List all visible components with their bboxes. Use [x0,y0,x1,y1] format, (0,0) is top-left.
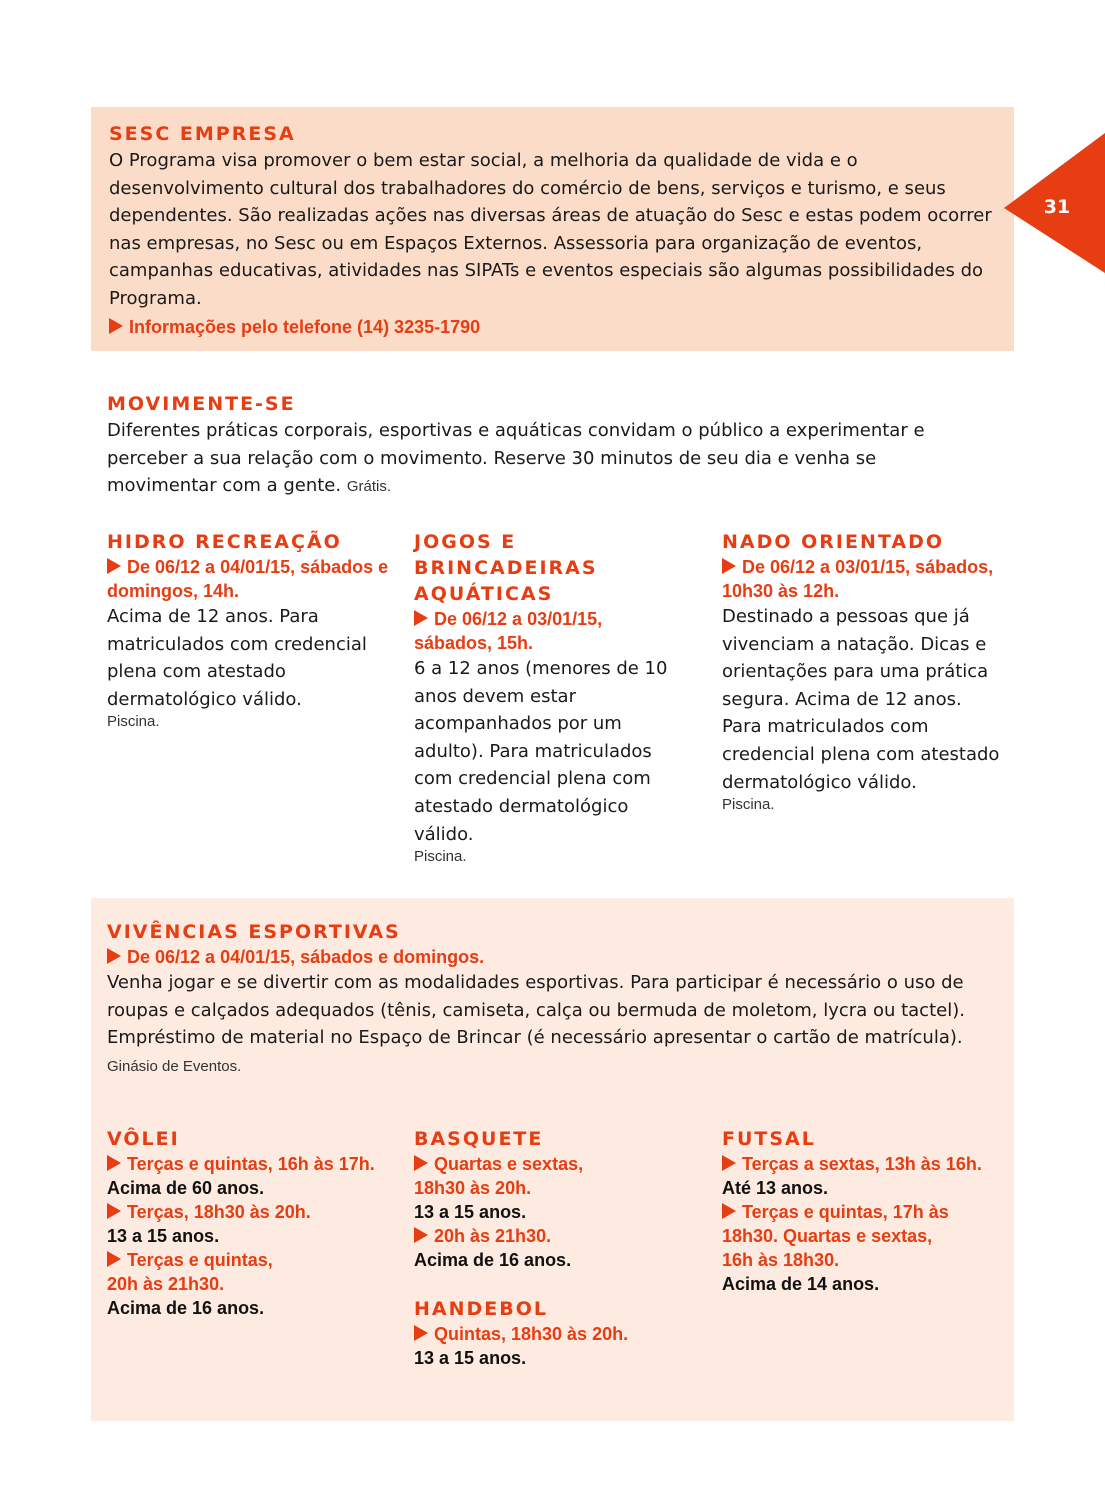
sport-audience: Acima de 60 anos. [107,1178,265,1198]
column-place: Piscina. [414,848,467,866]
sport-audience: Até 13 anos. [722,1178,829,1198]
arrow-right-icon [414,1325,428,1341]
arrow-right-icon [107,1251,121,1267]
basquete-column [414,1126,704,1370]
column-title: HIDRO RECREAÇÃO [107,531,342,553]
hidro-recreacao-column [107,529,397,730]
column-place: Piscina. [107,713,160,731]
column-schedule: De 06/12 a 03/01/15, sábados, 10h30 às 12h. [722,557,994,601]
sport-audience: Acima de 14 anos. [722,1274,880,1294]
movimente-title: MOVIMENTE-SE [107,393,296,415]
arrow-right-icon [414,1227,428,1243]
sport-schedule: Quartas e sextas, 18h30 às 20h. [414,1154,584,1198]
movimente-section [107,391,947,501]
column-title: NADO ORIENTADO [722,531,944,553]
sport-schedule: Terças, 18h30 às 20h. [107,1200,397,1224]
sesc-empresa-section [91,107,1014,351]
futsal-column [722,1126,992,1296]
nado-orientado-column [722,529,1002,813]
sport-audience: 13 a 15 anos. [107,1226,220,1246]
vivencias-section [107,919,987,1080]
sport-schedule: Quintas, 18h30 às 20h. [414,1322,704,1346]
column-schedule: De 06/12 a 04/01/15, sábados e domingos, 14h. [107,557,389,601]
arrow-right-icon [107,1155,121,1171]
arrow-right-icon [107,1203,121,1219]
vivencias-schedule: De 06/12 a 04/01/15, sábados e domingos. [107,945,987,969]
sport-title: HANDEBOL [414,1298,548,1320]
column-body: 6 a 12 anos (menores de 10 anos devem estar acompanhados por um adulto). Para matriculados com credencial plena com atestado dermatológico válido. [414,658,668,845]
volei-column [107,1126,397,1320]
sport-schedule: Terças e quintas, 17h às 18h30. Quartas e sextas, 16h às 18h30. [722,1202,949,1270]
arrow-right-icon [722,1155,736,1171]
arrow-right-icon [107,948,121,964]
sport-schedule: 20h às 21h30. [414,1224,704,1248]
column-title: JOGOS E BRINCADEIRAS AQUÁTICAS [414,531,598,605]
vivencias-body: Venha jogar e se divertir com as modalidades esportivas. Para participar é necessário o uso de roupas e calçados adequados (tênis, camiseta, calça ou bermuda de moletom, lycra ou tactel). Empréstimo de material no Espaço de Brincar (é necessário apresentar o cartão de matrícula). Ginásio de Eventos. [107,972,965,1075]
column-body: Acima de 12 anos. Para matriculados com credencial plena com atestado dermatológico válido. [107,606,367,710]
movimente-body: Diferentes práticas corporais, esportivas e aquáticas convidam o público a experimentar e perceber a sua relação com o movimento. Reserve 30 minutos de seu dia e venha se movimentar com a gente. Grátis. [107,420,925,497]
sport-audience: Acima de 16 anos. [414,1250,572,1270]
vivencias-title: VIVÊNCIAS ESPORTIVAS [107,921,401,943]
sport-audience: 13 a 15 anos. [414,1348,527,1368]
arrow-right-icon [107,558,121,574]
sesc-empresa-body: O Programa visa promover o bem estar social, a melhoria da qualidade de vida e o desenvolvimento cultural dos trabalhadores do comércio de bens, serviços e turismo, e seus dependentes. São realizadas ações nas diversas áreas de atuação do Sesc e estas podem ocorrer nas empresas, no Sesc ou em Espaços Externos. Assessoria para organização de eventos, campanhas educativas, atividades nas SIPATs e eventos especiais são algumas possibilidades do Programa. [109,150,992,309]
vivencias-place: Ginásio de Eventos. [107,1057,242,1075]
sesc-empresa-info [109,315,999,339]
info-text: Informações pelo telefone (14) 3235-1790 [129,316,481,337]
sport-schedule: Terças e quintas, 20h às 21h30. [107,1250,273,1294]
arrow-right-icon [414,1155,428,1171]
arrow-right-icon [722,1203,736,1219]
page-number: 31 [1043,196,1071,218]
sport-title: FUTSAL [722,1128,816,1150]
arrow-right-icon [414,610,428,626]
sport-audience: 13 a 15 anos. [414,1202,527,1222]
column-place: Piscina. [722,796,775,814]
sesc-empresa-title: SESC EMPRESA [109,123,296,145]
jogos-aquaticos-column [414,529,684,865]
sport-title: VÔLEI [107,1128,180,1150]
column-schedule: De 06/12 a 03/01/15, sábados, 15h. [414,609,603,653]
sport-audience: Acima de 16 anos. [107,1298,265,1318]
arrow-right-icon [722,558,736,574]
arrow-right-icon [109,318,123,334]
column-body: Destinado a pessoas que já vivenciam a natação. Dicas e orientações para uma prática segura. Acima de 12 anos. Para matriculados com credencial plena com atestado dermatológico válido. [722,606,1000,793]
sport-schedule: Terças a sextas, 13h às 16h. [722,1152,992,1176]
movimente-tag: Grátis. [346,478,392,496]
sport-title: BASQUETE [414,1128,544,1150]
sport-schedule: Terças e quintas, 16h às 17h. [107,1152,397,1176]
